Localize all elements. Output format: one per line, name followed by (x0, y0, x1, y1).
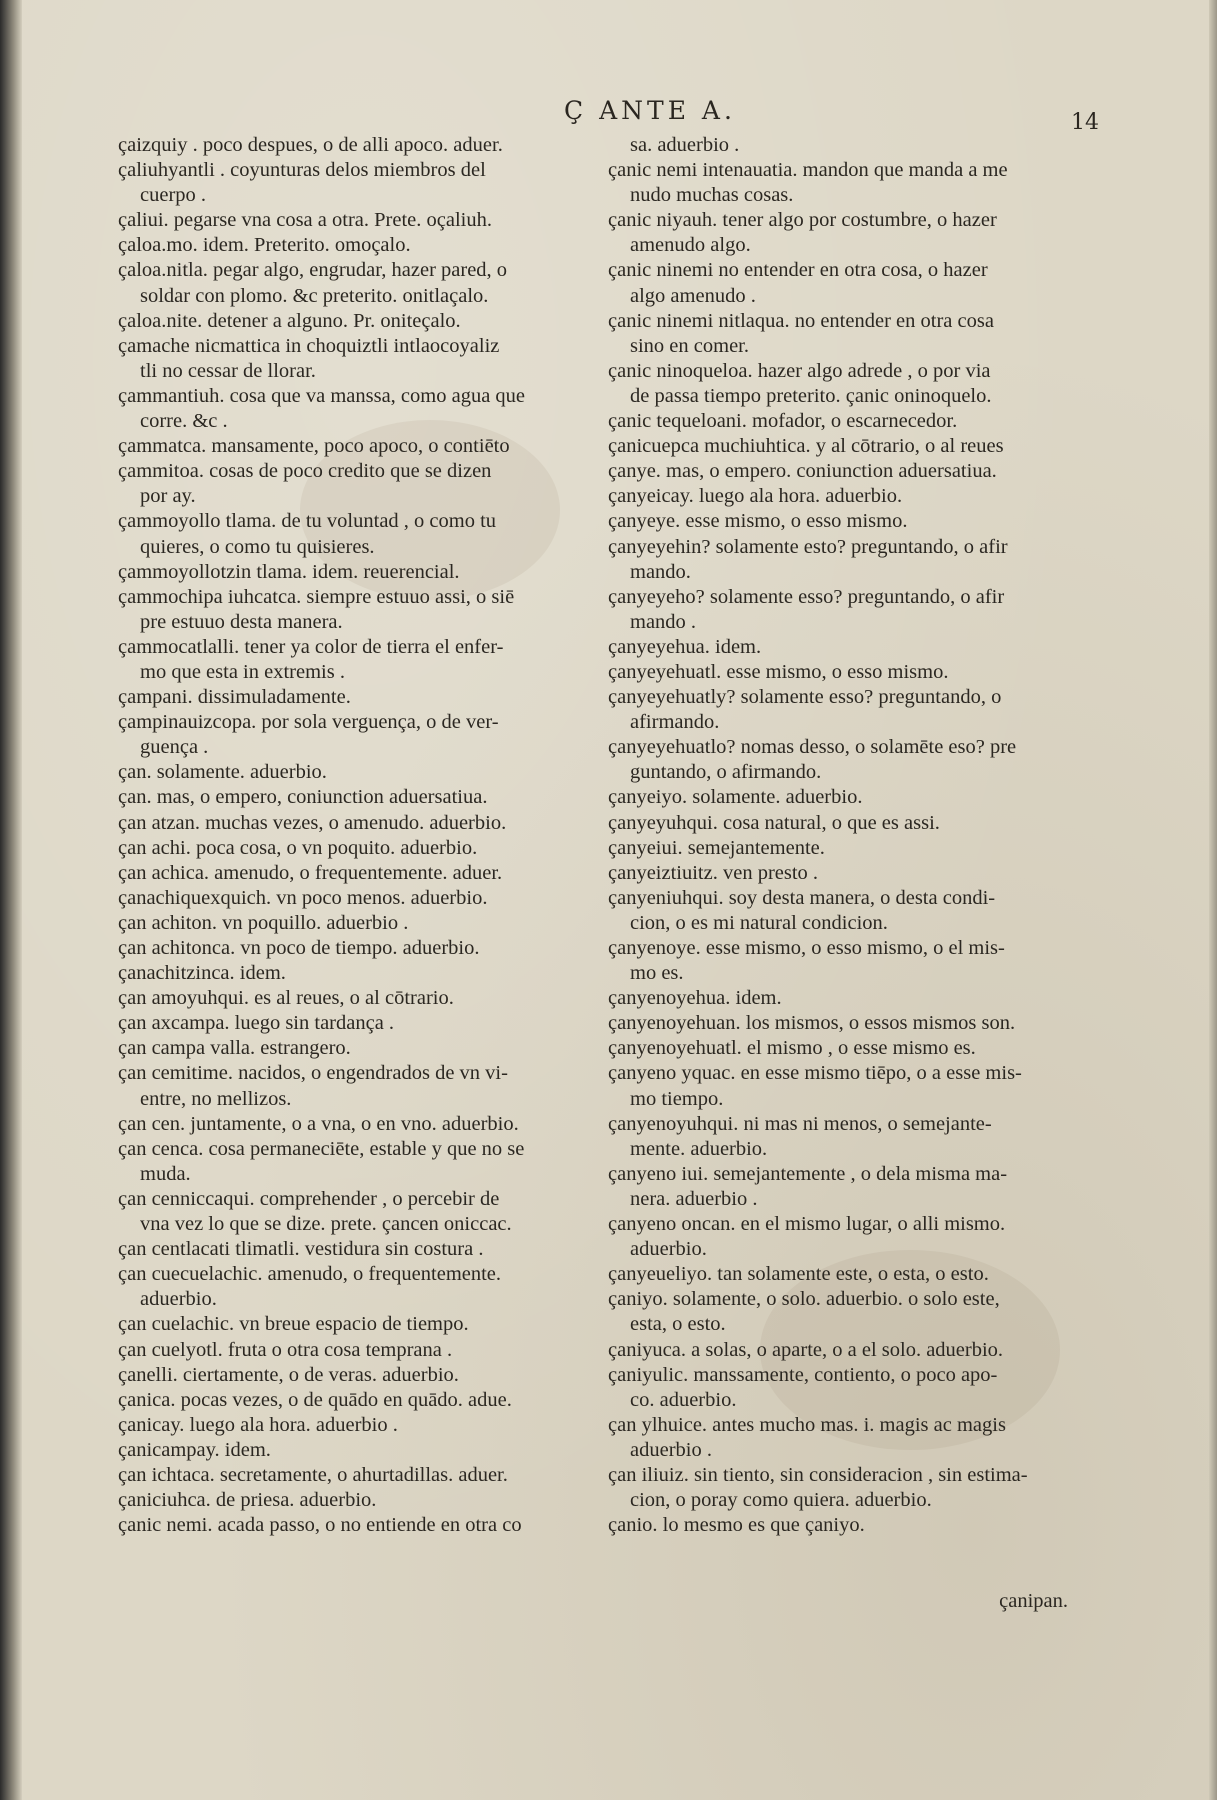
dictionary-line: çanyeno iui. semejantemente , o dela misma ma- (608, 1162, 1008, 1185)
dictionary-line: çan axcampa. luego sin tardança . (118, 1012, 395, 1035)
dictionary-line: mando . (630, 610, 697, 633)
dictionary-line: çammocatlalli. tener ya color de tierra el enfer- (118, 635, 504, 658)
dictionary-line: çan achi. poca cosa, o vn poquito. aduerbio. (118, 836, 478, 859)
dictionary-line: çanica. pocas vezes, o de quādo en quādo. adue. (118, 1388, 512, 1411)
dictionary-line: aduerbio. (140, 1288, 217, 1311)
dictionary-line: mo que esta in extremis . (140, 660, 345, 683)
dictionary-line: çan cuelachic. vn breue espacio de tiempo. (118, 1313, 469, 1336)
dictionary-line: çanyeyehuatl. esse mismo, o esso mismo. (608, 660, 949, 683)
dictionary-line: quieres, o como tu quisieres. (140, 535, 375, 558)
dictionary-line: aduerbio . (630, 1438, 712, 1461)
dictionary-line: çanyeicay. luego ala hora. aduerbio. (608, 485, 903, 508)
dictionary-line: çammoyollo tlama. de tu voluntad , o como tu (118, 510, 497, 533)
dictionary-line: muda. (140, 1162, 191, 1185)
dictionary-line: çan cenniccaqui. comprehender , o percebir de (118, 1187, 500, 1210)
dictionary-line: çaniyulic. manssamente, contiento, o poco apo- (608, 1363, 998, 1386)
left-column (118, 133, 596, 1538)
dictionary-line: çanic niyauh. tener algo por costumbre, o hazer (608, 209, 997, 232)
dictionary-line: mando. (630, 560, 691, 583)
dictionary-line: çanachiquexquich. vn poco menos. aduerbio. (118, 886, 488, 909)
dictionary-line: çan campa valla. estrangero. (118, 1037, 351, 1060)
dictionary-line: çanic nemi. acada passo, o no entiende en otra co (118, 1514, 522, 1537)
dictionary-line: çanyeniuhqui. soy desta manera, o desta condi- (608, 886, 996, 909)
dictionary-line: çaniyo. solamente, o solo. aduerbio. o solo este, (608, 1288, 1000, 1311)
dictionary-line: çanyeye. esse mismo, o esso mismo. (608, 510, 908, 533)
dictionary-line: çanyeyeho? solamente esso? preguntando, o afir (608, 585, 1005, 608)
dictionary-line: çanyeiyo. solamente. aduerbio. (608, 786, 863, 809)
dictionary-line: çaliuhyantli . coyunturas delos miembros del (118, 159, 486, 182)
dictionary-line: afirmando. (630, 711, 720, 734)
dictionary-line: çaizquiy . poco despues, o de alli apoco. aduer. (118, 134, 503, 156)
dictionary-line: sino en comer. (630, 334, 749, 357)
dictionary-line: çammoyollotzin tlama. idem. reuerencial. (118, 560, 460, 583)
dictionary-line: çan achica. amenudo, o frequentemente. aduer. (118, 861, 503, 884)
dictionary-line: çanyenoyuhqui. ni mas ni menos, o semejante- (608, 1112, 992, 1135)
dictionary-line: çanyenoyehuan. los mismos, o essos mismos son. (608, 1012, 1016, 1035)
dictionary-line: çan cemitime. nacidos, o engendrados de vn vi- (118, 1062, 508, 1085)
dictionary-line: cion, o es mi natural condicion. (630, 911, 888, 934)
dictionary-line: çan cuelyotl. fruta o otra cosa temprana . (118, 1338, 453, 1361)
dictionary-line: algo amenudo . (630, 284, 756, 307)
folio-number: 14 (1071, 110, 1099, 135)
dictionary-line: mente. aduerbio. (630, 1137, 768, 1160)
dictionary-line: esta, o esto. (630, 1313, 726, 1336)
dictionary-line: nera. aduerbio . (630, 1187, 758, 1210)
page-gutter (0, 0, 22, 1800)
dictionary-line: cion, o poray como quiera. aduerbio. (630, 1489, 932, 1512)
dictionary-line: vna vez lo que se dize. prete. çancen oniccac. (140, 1213, 512, 1236)
dictionary-line: aduerbio. (630, 1238, 707, 1261)
dictionary-line: çan. solamente. aduerbio. (118, 761, 327, 784)
dictionary-line: çammitoa. cosas de poco credito que se dizen (118, 460, 492, 483)
dictionary-line: çan ylhuice. antes mucho mas. i. magis ac magis (608, 1413, 1006, 1436)
dictionary-line: çaloa.nite. detener a alguno. Pr. oniteçalo. (118, 309, 461, 332)
dictionary-line: çan amoyuhqui. es al reues, o al cōtrario. (118, 987, 454, 1010)
dictionary-line: çampani. dissimuladamente. (118, 686, 351, 709)
page-edge (1209, 0, 1217, 1800)
dictionary-line: tli no cessar de llorar. (140, 359, 316, 382)
dictionary-line: çammatca. mansamente, poco apoco, o contiēto (118, 435, 510, 458)
dictionary-line: çanicampay. idem. (118, 1438, 271, 1461)
dictionary-line: co. aduerbio. (630, 1388, 737, 1411)
dictionary-line: de passa tiempo preterito. çanic oninoquelo. (630, 384, 992, 407)
running-head: Ç ANTE A. (564, 96, 736, 125)
dictionary-line: mo tiempo. (630, 1087, 724, 1110)
dictionary-line: çanyenoyehuatl. el mismo , o esse mismo es. (608, 1037, 976, 1060)
dictionary-line: mo es. (630, 962, 684, 985)
dictionary-line: çanic nemi intenauatia. mandon que manda a me (608, 159, 1008, 182)
dictionary-line: çaloa.nitla. pegar algo, engrudar, hazer pared, o (118, 259, 508, 282)
dictionary-line: çanyeiui. semejantemente. (608, 836, 825, 859)
dictionary-line: çanicuepca muchiuhtica. y al cōtrario, o al reues (608, 435, 1004, 458)
dictionary-line: amenudo algo. (630, 234, 751, 257)
dictionary-line: entre, no mellizos. (140, 1087, 292, 1110)
dictionary-line: çanyeyehuatly? solamente esso? preguntando, o (608, 686, 1002, 709)
right-column (608, 133, 1108, 1538)
dictionary-line: çanic ninemi no entender en otra cosa, o hazer (608, 259, 988, 282)
dictionary-line: çan. mas, o empero, coniunction aduersatiua. (118, 786, 488, 809)
dictionary-line: çammantiuh. cosa que va manssa, como agua que (118, 384, 526, 407)
dictionary-line: çanyeno oncan. en el mismo lugar, o alli mismo. (608, 1213, 1006, 1236)
dictionary-line: guntando, o afirmando. (630, 761, 822, 784)
dictionary-line: çanicay. luego ala hora. aduerbio . (118, 1413, 398, 1436)
dictionary-line: çampinauizcopa. por sola verguença, o de ver- (118, 711, 499, 734)
dictionary-line: çanyeueliyo. tan solamente este, o esta, o esto. (608, 1263, 989, 1286)
dictionary-line: çan achiton. vn poquillo. aduerbio . (118, 911, 409, 934)
dictionary-line: soldar con plomo. &c preterito. onitlaçalo. (140, 284, 489, 307)
dictionary-line: çan cenca. cosa permaneciēte, estable y que no se (118, 1137, 525, 1160)
dictionary-line: çan cuecuelachic. amenudo, o frequentemente. (118, 1263, 502, 1286)
dictionary-line: çan cen. juntamente, o a vna, o en vno. aduerbio. (118, 1112, 519, 1135)
dictionary-line: çaniyuca. a solas, o aparte, o a el solo. aduerbio. (608, 1338, 1004, 1361)
dictionary-line: guença . (140, 736, 209, 759)
dictionary-line: çanyeyehin? solamente esto? preguntando, o afir (608, 535, 1008, 558)
dictionary-line: çamache nicmattica in choquiztli intlaocoyaliz (118, 334, 500, 357)
dictionary-line: çanyeyuhqui. cosa natural, o que es assi. (608, 811, 940, 834)
dictionary-line: corre. &c . (140, 410, 228, 433)
dictionary-line: çanachitzinca. idem. (118, 962, 286, 985)
dictionary-line: çanye. mas, o empero. coniunction aduersatiua. (608, 460, 997, 483)
dictionary-line: çanyeiztiuitz. ven presto . (608, 861, 819, 884)
dictionary-line: çan centlacati tlimatli. vestidura sin costura . (118, 1238, 484, 1261)
dictionary-line: çanyeyehua. idem. (608, 635, 762, 658)
dictionary-line: çan atzan. muchas vezes, o amenudo. aduerbio. (118, 811, 507, 834)
dictionary-line: çanelli. ciertamente, o de veras. aduerbio. (118, 1363, 459, 1386)
dictionary-line: çanyeyehuatlo? nomas desso, o solamēte eso? pre (608, 736, 1017, 759)
dictionary-line: çaliui. pegarse vna cosa a otra. Prete. oçaliuh. (118, 209, 492, 232)
dictionary-line: çanyenoyehua. idem. (608, 987, 782, 1010)
dictionary-line: cuerpo . (140, 184, 207, 207)
dictionary-line: çanic ninoqueloa. hazer algo adrede , o por via (608, 359, 991, 382)
dictionary-line: çaloa.mo. idem. Preterito. omoçalo. (118, 234, 411, 257)
dictionary-line: çaniciuhca. de priesa. aduerbio. (118, 1489, 377, 1512)
dictionary-line: pre estuuo desta manera. (140, 610, 343, 633)
dictionary-line: çanyenoye. esse mismo, o esso mismo, o el mis- (608, 937, 1005, 959)
dictionary-line: çanic tequeloani. mofador, o escarnecedor. (608, 410, 958, 433)
dictionary-line: por ay. (140, 485, 196, 508)
dictionary-line: çanic ninemi nitlaqua. no entender en otra cosa (608, 309, 994, 332)
catchword: çanipan. (999, 1590, 1068, 1612)
dictionary-line: çan ichtaca. secretamente, o ahurtadillas. aduer. (118, 1463, 508, 1486)
dictionary-line: çan achitonca. vn poco de tiempo. aduerbio. (118, 937, 480, 959)
dictionary-line: sa. aduerbio . (630, 134, 740, 156)
dictionary-line: çanio. lo mesmo es que çaniyo. (608, 1514, 865, 1537)
dictionary-line: çanyeno yquac. en esse mismo tiēpo, o a esse mis- (608, 1062, 1022, 1085)
dictionary-line: çammochipa iuhcatca. siempre estuuo assi, o siē (118, 585, 515, 608)
dictionary-line: çan iliuiz. sin tiento, sin consideracion , sin estima- (608, 1463, 1028, 1486)
dictionary-line: nudo muchas cosas. (630, 184, 794, 207)
